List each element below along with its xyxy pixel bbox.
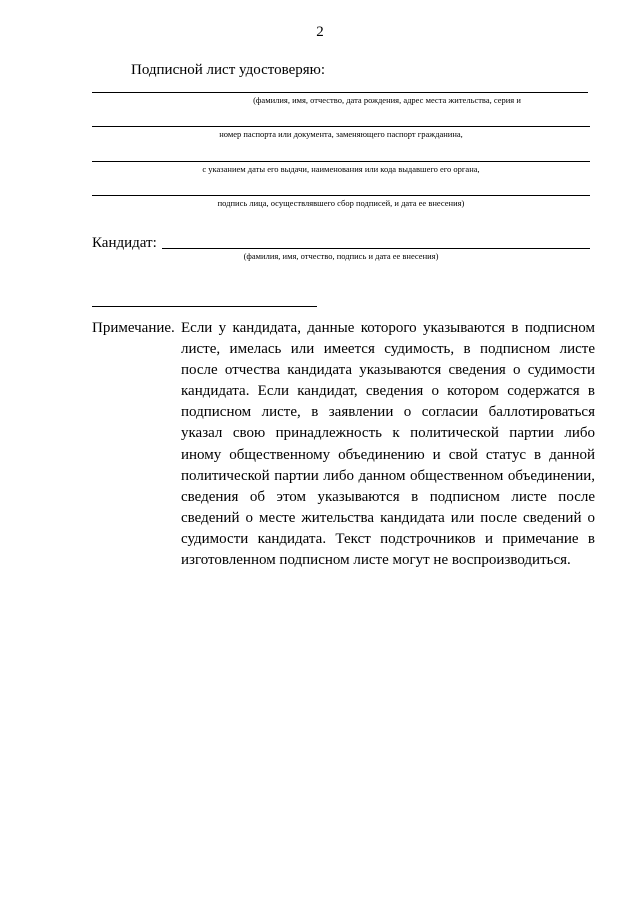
candidate-fill-line [162, 248, 590, 249]
note-head: Примечание. [92, 320, 175, 336]
certifier-fill-line-1 [92, 92, 588, 93]
certifier-caption-2: номер паспорта или документа, заменяющего паспорт гражданина, [219, 129, 463, 139]
certifier-fill-line-3 [92, 161, 590, 162]
certify-label: Подписной лист удостоверяю: [131, 62, 326, 78]
certifier-caption-3: с указанием даты его выдачи, наименования или кода выдавшего его органа, [202, 164, 480, 174]
candidate-label: Кандидат: [92, 235, 157, 251]
page-number: 2 [316, 24, 324, 40]
certifier-fill-line-4 [92, 195, 590, 196]
certifier-caption-4: подпись лица, осуществлявшего сбор подписей, и дата ее внесения) [217, 198, 465, 208]
certifier-fill-line-2 [92, 126, 590, 127]
note-text: Если у кандидата, данные которого указываются в подписном листе, имелась или имеется судимость, в подписном листе после отчества кандидата указываются сведения о судимости кандидата. Если кандидат, сведения о котором содержатся в подписном листе, в заявлении о согласии баллотироваться указал свою принадлежность к политической партии либо иному общественному объединению и свой статус в данной политической партии либо данном общественном объединении, сведения об этом указываются в подписном листе после сведений о месте жительства кандидата или после сведений о судимости кандидата. Текст подстрочников и примечание в изготовленном подписном листе могут не воспроизводиться. [181, 320, 595, 569]
candidate-caption: (фамилия, имя, отчество, подпись и дата ее внесения) [243, 251, 439, 261]
footnote-rule [92, 306, 317, 307]
certifier-caption-1: (фамилия, имя, отчество, дата рождения, адрес места жительства, серия и [253, 95, 521, 105]
